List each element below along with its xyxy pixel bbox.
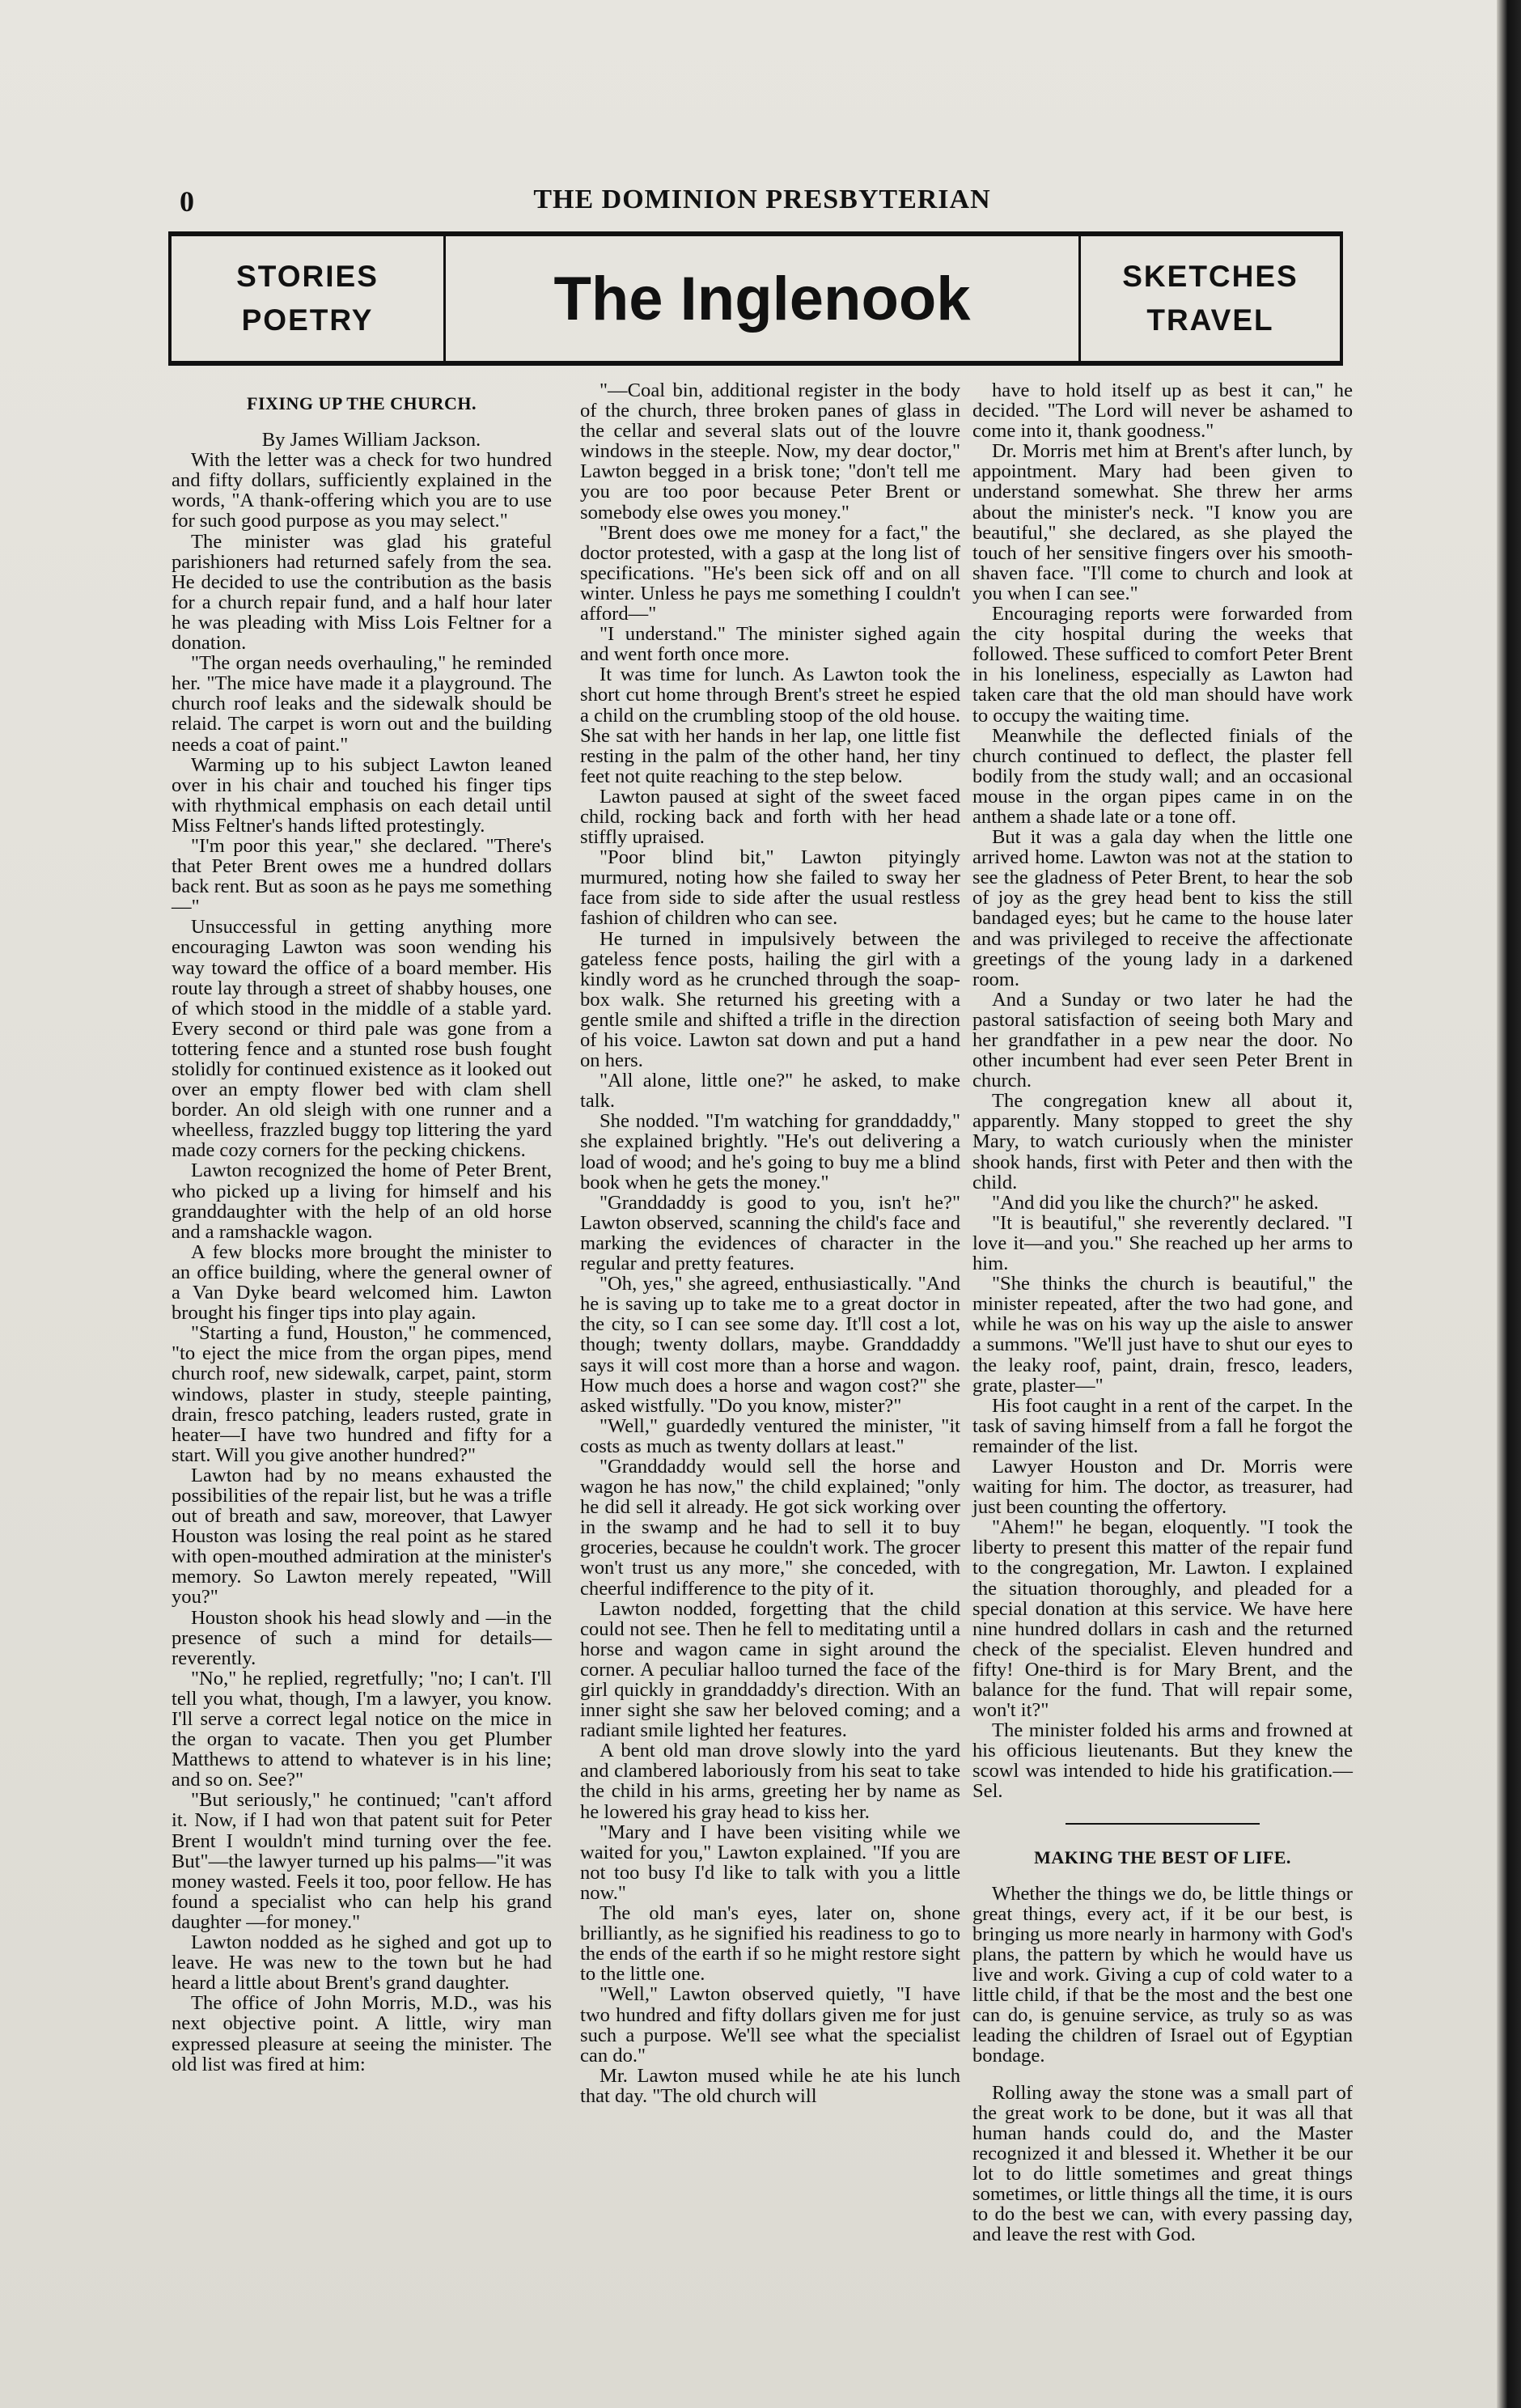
article-divider-rule — [1066, 1823, 1260, 1825]
paragraph: Mr. Lawton mused while he ate his lunch that day. "The old church will — [580, 2064, 960, 2107]
column-2 — [580, 380, 960, 2106]
paragraph: He turned in impulsively between the gateless fence posts, hailing the girl with a kindly word as he crunched through the soap-box walk. She returned his greeting with a gentle smile and shifted a trifle in the direction of his voice. Lawton sat down and put a hand on hers. — [580, 927, 960, 1072]
paragraph: Unsuccessful in getting anything more encouraging Lawton was soon wending his way toward the office of a board member. His route lay through a street of shabby houses, one of which stood in the middle of a stable yard. Every second or third pale was gone from a tottering fence and a stunted rose bush fought stolidly for continued existence as it looked out over an empty flower bed with clam shell border. An old sleigh with one runner and a wheelless, frazzled buggy top littering the yard made cozy corners for the pecking chickens. — [172, 916, 552, 1162]
banner-stories-label: STORIES — [236, 260, 379, 293]
paragraph: Lawton paused at sight of the sweet faced child, rocking back and forth with her head stiffly upraised. — [580, 785, 960, 849]
paragraph: "Oh, yes," she agreed, enthusiastically. "And he is saving up to take me to a great doctor in the city, so I can see some day. It'll cost a lot, though; twenty dollars, maybe. Granddaddy says it will cost more than a horse and wagon. How much does a horse and wagon cost?" she asked wistfully. "Do you know, mister?" — [580, 1273, 960, 1417]
paragraph: "No," he replied, regretfully; "no; I can't. I'll tell you what, though, I'm a lawyer, you know. I'll serve a correct legal notice on the mice in the organ to vacate. Then you get Plumber Matthews to attend to whatever is in his line; and so on. See?" — [172, 1667, 552, 1791]
banner-right-box — [1078, 236, 1340, 361]
banner-sketches-label: SKETCHES — [1122, 260, 1299, 293]
paragraph: The congregation knew all about it, apparently. Many stopped to greet the shy Mary, to watch curiously when the minister shook hands, first with Peter and then with the child. — [972, 1090, 1353, 1193]
paragraph: "Mary and I have been visiting while we waited for you," Lawton explained. "If you are not too busy I'd like to talk with you a little now." — [580, 1821, 960, 1904]
paragraph: "Brent does owe me money for a fact," the doctor protested, with a gasp at the long list of specifications. "He's been sick off and on all winter. Unless he pays me something I couldn't afford—" — [580, 521, 960, 625]
paragraph: His foot caught in a rent of the carpet. In the task of saving himself from a fall he forgot the remainder of the list. — [972, 1394, 1353, 1457]
paragraph: The minister folded his arms and frowned at his officious lieutenants. But they knew the scowl was intended to hide his gratification.—Sel. — [972, 1719, 1353, 1803]
paragraph: Dr. Morris met him at Brent's after lunch, by appointment. Mary had been given to understand somewhat. She threw her arms about the minister's neck. "I know you are beautiful," she declared, as she played the touch of her sensitive fingers over his smooth-shaven face. "I'll come to church and look at you when I can see." — [972, 440, 1353, 604]
paragraph: The minister was glad his grateful parishioners had returned safely from the sea. He decided to use the contribution as the basis for a church repair fund, and a half hour later he was pleading with Miss Lois Feltner for a donation. — [172, 530, 552, 655]
paragraph: Encouraging reports were forwarded from the city hospital during the weeks that followed. These sufficed to comfort Peter Brent in his loneliness, especially as Lawton had taken care that the old man should have work to occupy the waiting time. — [972, 603, 1353, 727]
paragraph: The office of John Morris, M.D., was his next objective point. A little, wiry man expressed pleasure at seeing the minister. The old list was fired at him: — [172, 1992, 552, 2075]
paragraph: "All alone, little one?" he asked, to make talk. — [580, 1070, 960, 1113]
paragraph: Lawton nodded as he sighed and got up to leave. He was new to the town but he had heard a little about Brent's grand daughter. — [172, 1931, 552, 1995]
paragraph: Lawton had by no means exhausted the possibilities of the repair list, but he was a trifle out of breath and saw, moreover, that Lawyer Houston was losing the real point as he stared with open-mouthed admiration at the minister's memory. So Lawton merely repeated, "Will you?" — [172, 1464, 552, 1609]
paragraph: Lawton recognized the home of Peter Brent, who picked up a living for himself and his granddaughter with the help of an old horse and a ramshackle wagon. — [172, 1159, 552, 1243]
journal-title: THE DOMINION PRESBYTERIAN — [533, 184, 991, 214]
paragraph: Houston shook his head slowly and —in the presence of such a mind for details—reverently. — [172, 1606, 552, 1669]
paragraph: "Poor blind bit," Lawton pityingly murmured, noting how she failed to sway her face from side to side after the usual restless fashion of children who can see. — [580, 846, 960, 930]
column-3-body — [972, 380, 1353, 1802]
paragraph: The old man's eyes, later on, shone brilliantly, as he signified his readiness to go to the ends of the earth if so he might restore sight to the little one. — [580, 1902, 960, 1986]
byline: By James William Jackson. — [261, 429, 481, 451]
paragraph: "Ahem!" he began, eloquently. "I took the liberty to present this matter of the repair fund to the congregation, Mr. Lawton. I explained the situation thoroughly, and pleaded for a special donation at this service. We have here nine hundred dollars in cash and the returned check of the specialist. Eleven hundred and fifty! One-third is for Mary Brent, and the balance for the fund. That will repair some, won't it?" — [972, 1516, 1353, 1722]
paragraph: With the letter was a check for two hundred and fifty dollars, sufficiently explained in the words, "A thank-offering which you are to use for such good purpose as you may select." — [172, 449, 552, 532]
paragraph: And a Sunday or two later he had the pastoral satisfaction of seeing both Mary and her grandfather in a pew near the door. No other incumbent had ever seen Peter Brent in church. — [972, 988, 1353, 1092]
paragraph: Whether the things we do, be little things or great things, every act, if it be our best, is bringing us more nearly in harmony with God's plans, the pattern by which he would have us live and work. Giving a cup of cold water to a little child, if that be the most and the best one can do, is genuine service, as truly so as was leading the children of Israel out of Egyptian bondage. — [972, 1882, 1353, 2067]
paragraph: "And did you like the church?" he asked. — [992, 1191, 1319, 1214]
paragraph: "But seriously," he continued; "can't afford it. Now, if I had won that patent suit for Peter Brent I wouldn't mind turning over the fee. But"—the lawyer turned up his palms—"it was money wasted. Feels it too, poor fellow. He has found a specialist who can help his grand daughter —for money." — [172, 1789, 552, 1933]
paragraph: "It is beautiful," she reverently declared. "I love it—and you." She reached up her arms to him. — [972, 1211, 1353, 1275]
paragraph: "Granddaddy would sell the horse and wagon he has now," the child explained; "only he did sell it already. He got sick working over in the swamp and he had to sell it to buy groceries, because he couldn't work. The grocer won't trust us any more," she conceded, with cheerful indifference to the pity of it. — [580, 1455, 960, 1600]
paragraph: Lawton nodded, forgetting that the child could not see. Then he fell to meditating until a horse and wagon came in sight around the corner. A peculiar halloo turned the face of the girl quickly in granddaddy's direction. With an inner sight she saw her beloved coming; and a radiant smile lighted her features. — [580, 1597, 960, 1742]
paragraph: "Granddaddy is good to you, isn't he?" Lawton observed, scanning the child's face and marking the evidences of character in the regular and pretty features. — [580, 1191, 960, 1275]
paragraph: "She thinks the church is beautiful," the minister repeated, after the two had gone, and while he was on his way up the aisle to answer a summons. "We'll just have to shut our eyes to the leaky roof, paint, drain, fresco, leaders, grate, plaster—" — [972, 1273, 1353, 1397]
article-title-2: MAKING THE BEST OF LIFE. — [1034, 1846, 1291, 1867]
page-number: 0 — [180, 185, 194, 218]
section-banner — [168, 231, 1343, 366]
article-title: FIXING UP THE CHURCH. — [247, 393, 477, 413]
paragraph: "Well," Lawton observed quietly, "I have two hundred and fifty dollars given me for just such a purpose. We'll see what the specialist can do." — [580, 1983, 960, 2067]
paragraph: She nodded. "I'm watching for granddaddy," she explained brightly. "He's out delivering a load of wood; and he's going to buy me a blind book when he gets the money." — [580, 1110, 960, 1193]
paragraph: "Well," guardedly ventured the minister, "it costs as much as twenty dollars at least." — [580, 1414, 960, 1457]
paragraph: Rolling away the stone was a small part of the great work to be done, but it was all that human hands could do, and the Master recognized it and blessed it. Whether it be our lot to do little sometimes and great things sometimes, or little things all the time, it is ours to do the best we can, with every passing day, and leave the rest with God. — [972, 2081, 1353, 2246]
banner-poetry-label: POETRY — [241, 303, 374, 337]
paragraph: "I understand." The minister sighed again and went forth once more. — [580, 623, 960, 666]
article-2-body — [972, 1884, 1353, 2245]
paragraph: It was time for lunch. As Lawton took the short cut home through Brent's street he espied a child on the crumbling stoop of the old house. She sat with her hands in her lap, one little fist resting in the palm of the other hand, her tiny feet not quite reaching to the step below. — [580, 663, 960, 787]
scan-edge — [1497, 0, 1521, 2408]
column-2-body — [580, 380, 960, 2106]
banner-left-box — [172, 236, 446, 361]
section-title: The Inglenook — [553, 264, 971, 333]
banner-travel-label: TRAVEL — [1146, 303, 1274, 337]
paragraph: "The organ needs overhauling," he reminded her. "The mice have made it a playground. The church roof leaks and the sidewalk should be relaid. The carpet is worn out and the building needs a coat of paint." — [172, 652, 552, 756]
paragraph: Warming up to his subject Lawton leaned over in his chair and touched his finger tips with rhythmical emphasis on each detail until Miss Feltner's hands lifted protestingly. — [172, 753, 552, 837]
paragraph: Lawyer Houston and Dr. Morris were waiting for him. The doctor, as treasurer, had just been counting the offertory. — [972, 1455, 1353, 1519]
paragraph: A few blocks more brought the minister to an office building, where the general owner of a Van Dyke beard welcomed him. Lawton brought his finger tips into play again. — [172, 1240, 552, 1325]
paragraph: But it was a gala day when the little one arrived home. Lawton was not at the station to see the gladness of Peter Brent, to hear the sob of joy as the grey head bent to kiss the still bandaged eyes; but he came to the house later and was privileged to receive the affectionate greetings of the young lady in a darkened room. — [972, 826, 1353, 990]
paragraph: A bent old man drove slowly into the yard and clambered laboriously from his seat to take the child in his arms, greeting her by name as he lowered his gray head to kiss her. — [580, 1740, 960, 1823]
paragraph-gap — [972, 2067, 1353, 2083]
paragraph: have to hold itself up as best it can," he decided. "The Lord will never be ashamed to come into it, thank goodness." — [972, 379, 1353, 443]
paragraph: "I'm poor this year," she declared. "There's that Peter Brent owes me a hundred dollars back rent. But as soon as he pays me something—" — [172, 834, 552, 918]
column-1 — [172, 380, 552, 2075]
running-head — [180, 184, 1345, 223]
paragraph: Meanwhile the deflected finials of the church continued to deflect, the plaster fell bodily from the study wall; and an occasional mouse in the organ pipes came in on the anthem a shade late or a tone off. — [972, 724, 1353, 828]
column-3 — [972, 380, 1353, 2245]
column-1-body — [172, 450, 552, 2075]
paragraph: "Starting a fund, Houston," he commenced, "to eject the mice from the organ pipes, mend church roof, new sidewalk, carpet, paint, storm windows, plaster in study, steeple painting, drain, fresco patching, leaders rusted, grate in heater—I have two hundred and fifty for a start. Will you give another hundred?" — [172, 1322, 552, 1466]
paragraph: "—Coal bin, additional register in the body of the church, three broken panes of glass in the cellar and several slats out of the louvre windows in the steeple. Now, my dear doctor," Lawton begged in a brisk tone; "don't tell me you are too poor because Peter Brent or somebody else owes you money." — [580, 379, 960, 524]
